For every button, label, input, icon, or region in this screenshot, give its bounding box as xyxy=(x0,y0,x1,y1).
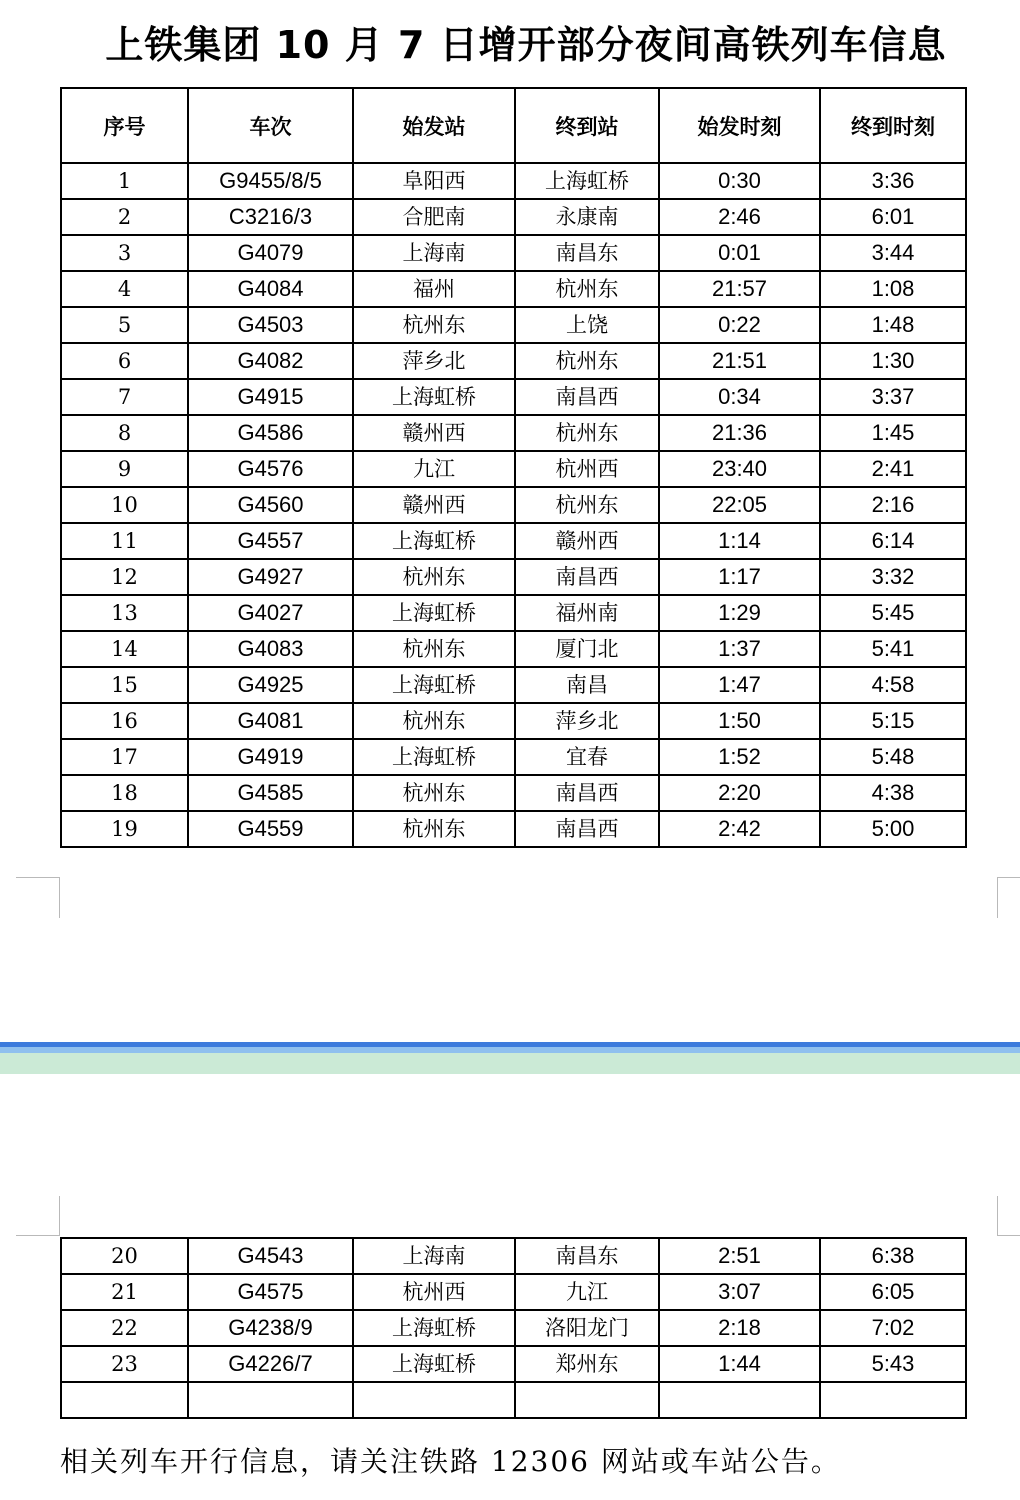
cell-destination: 南昌西 xyxy=(515,775,659,811)
cell-train: G4575 xyxy=(188,1274,353,1310)
table-body-page1 xyxy=(61,163,966,847)
table-row xyxy=(61,307,966,343)
table-header-row xyxy=(61,88,966,163)
cell-origin: 杭州东 xyxy=(353,631,515,667)
cell-arrive: 6:01 xyxy=(820,199,966,235)
header-arrive-time: 终到时刻 xyxy=(820,88,966,163)
cell-arrive xyxy=(820,1382,966,1418)
cell-index: 1 xyxy=(61,163,188,199)
cell-index: 23 xyxy=(61,1346,188,1382)
cell-origin: 上海虹桥 xyxy=(353,1346,515,1382)
cell-origin: 赣州西 xyxy=(353,415,515,451)
cell-destination: 杭州东 xyxy=(515,415,659,451)
cell-arrive: 4:38 xyxy=(820,775,966,811)
cell-origin: 萍乡北 xyxy=(353,343,515,379)
cell-depart: 1:44 xyxy=(659,1346,820,1382)
cell-depart: 0:01 xyxy=(659,235,820,271)
crop-mark xyxy=(59,877,60,918)
table-row xyxy=(61,739,966,775)
cell-depart: 21:36 xyxy=(659,415,820,451)
cell-arrive: 3:37 xyxy=(820,379,966,415)
cell-destination: 南昌 xyxy=(515,667,659,703)
cell-train: G4925 xyxy=(188,667,353,703)
cell-index: 19 xyxy=(61,811,188,847)
crop-mark xyxy=(16,1235,60,1236)
table-row xyxy=(61,703,966,739)
cell-origin: 杭州东 xyxy=(353,307,515,343)
cell-destination: 南昌西 xyxy=(515,559,659,595)
cell-index: 21 xyxy=(61,1274,188,1310)
cell-depart: 0:22 xyxy=(659,307,820,343)
cell-index: 5 xyxy=(61,307,188,343)
table-row xyxy=(61,775,966,811)
cell-index: 13 xyxy=(61,595,188,631)
cell-train: G4226/7 xyxy=(188,1346,353,1382)
table-row xyxy=(61,343,966,379)
cell-train: G4915 xyxy=(188,379,353,415)
cell-origin: 上海虹桥 xyxy=(353,595,515,631)
cell-arrive: 4:58 xyxy=(820,667,966,703)
cell-depart: 0:30 xyxy=(659,163,820,199)
header-origin: 始发站 xyxy=(353,88,515,163)
cell-index: 12 xyxy=(61,559,188,595)
footer-note: 相关列车开行信息，请关注铁路 12306 网站或车站公告。 xyxy=(60,1445,841,1478)
crop-mark xyxy=(16,877,60,878)
cell-index: 10 xyxy=(61,487,188,523)
page-separator xyxy=(0,1053,1020,1074)
table-row xyxy=(61,451,966,487)
cell-destination: 南昌东 xyxy=(515,235,659,271)
cell-arrive: 5:00 xyxy=(820,811,966,847)
cell-index: 2 xyxy=(61,199,188,235)
cell-depart: 1:17 xyxy=(659,559,820,595)
cell-depart: 2:20 xyxy=(659,775,820,811)
header-index: 序号 xyxy=(61,88,188,163)
cell-index: 8 xyxy=(61,415,188,451)
cell-depart: 21:51 xyxy=(659,343,820,379)
table-row xyxy=(61,1274,966,1310)
cell-origin: 福州 xyxy=(353,271,515,307)
cell-arrive: 5:48 xyxy=(820,739,966,775)
train-schedule-table-continued xyxy=(60,1237,967,1419)
cell-arrive: 6:05 xyxy=(820,1274,966,1310)
cell-arrive: 6:14 xyxy=(820,523,966,559)
cell-destination: 九江 xyxy=(515,1274,659,1310)
cell-destination: 南昌西 xyxy=(515,811,659,847)
table-row xyxy=(61,523,966,559)
cell-train: C3216/3 xyxy=(188,199,353,235)
cell-train: G4503 xyxy=(188,307,353,343)
cell-destination: 永康南 xyxy=(515,199,659,235)
table-row xyxy=(61,271,966,307)
table-row xyxy=(61,1346,966,1382)
cell-depart: 3:07 xyxy=(659,1274,820,1310)
cell-train: G4027 xyxy=(188,595,353,631)
page-title: 上铁集团 10 月 7 日增开部分夜间高铁列车信息 xyxy=(105,23,947,67)
cell-destination: 福州南 xyxy=(515,595,659,631)
cell-arrive: 5:43 xyxy=(820,1346,966,1382)
cell-arrive: 1:30 xyxy=(820,343,966,379)
cell-origin: 杭州东 xyxy=(353,703,515,739)
table-row xyxy=(61,559,966,595)
cell-train: G4557 xyxy=(188,523,353,559)
cell-depart: 2:51 xyxy=(659,1238,820,1274)
crop-mark xyxy=(997,877,998,918)
cell-train xyxy=(188,1382,353,1418)
header-destination: 终到站 xyxy=(515,88,659,163)
cell-origin: 杭州东 xyxy=(353,559,515,595)
cell-origin: 上海虹桥 xyxy=(353,739,515,775)
table-row xyxy=(61,235,966,271)
cell-train: G4927 xyxy=(188,559,353,595)
cell-depart: 1:29 xyxy=(659,595,820,631)
cell-train: G4083 xyxy=(188,631,353,667)
cell-depart: 2:42 xyxy=(659,811,820,847)
crop-mark xyxy=(997,1235,1020,1236)
table-row xyxy=(61,163,966,199)
cell-train: G4079 xyxy=(188,235,353,271)
table-row xyxy=(61,1310,966,1346)
cell-destination: 上饶 xyxy=(515,307,659,343)
cell-arrive: 1:48 xyxy=(820,307,966,343)
cell-origin xyxy=(353,1382,515,1418)
cell-arrive: 7:02 xyxy=(820,1310,966,1346)
table-row xyxy=(61,811,966,847)
cell-destination: 南昌东 xyxy=(515,1238,659,1274)
cell-train: G4082 xyxy=(188,343,353,379)
cell-train: G4084 xyxy=(188,271,353,307)
cell-train: G4081 xyxy=(188,703,353,739)
cell-depart: 22:05 xyxy=(659,487,820,523)
table-row xyxy=(61,379,966,415)
cell-origin: 杭州东 xyxy=(353,775,515,811)
cell-origin: 上海虹桥 xyxy=(353,379,515,415)
cell-index: 16 xyxy=(61,703,188,739)
cell-arrive: 3:32 xyxy=(820,559,966,595)
cell-depart: 1:47 xyxy=(659,667,820,703)
train-schedule-table xyxy=(60,87,967,848)
cell-origin: 上海南 xyxy=(353,235,515,271)
cell-origin: 上海虹桥 xyxy=(353,667,515,703)
table-body-page2 xyxy=(61,1238,966,1418)
cell-origin: 上海南 xyxy=(353,1238,515,1274)
table-row xyxy=(61,667,966,703)
cell-index: 9 xyxy=(61,451,188,487)
cell-destination: 杭州东 xyxy=(515,487,659,523)
cell-index: 14 xyxy=(61,631,188,667)
cell-arrive: 6:38 xyxy=(820,1238,966,1274)
cell-destination: 杭州东 xyxy=(515,343,659,379)
cell-depart: 1:52 xyxy=(659,739,820,775)
cell-arrive: 5:15 xyxy=(820,703,966,739)
table-row xyxy=(61,487,966,523)
cell-origin: 上海虹桥 xyxy=(353,523,515,559)
cell-arrive: 5:41 xyxy=(820,631,966,667)
cell-origin: 合肥南 xyxy=(353,199,515,235)
cell-index: 4 xyxy=(61,271,188,307)
cell-train: G4585 xyxy=(188,775,353,811)
cell-index: 7 xyxy=(61,379,188,415)
crop-mark xyxy=(997,1196,998,1236)
cell-index: 18 xyxy=(61,775,188,811)
cell-index: 3 xyxy=(61,235,188,271)
cell-index xyxy=(61,1382,188,1418)
table-row xyxy=(61,199,966,235)
cell-index: 6 xyxy=(61,343,188,379)
cell-depart: 1:14 xyxy=(659,523,820,559)
cell-train: G4919 xyxy=(188,739,353,775)
cell-index: 17 xyxy=(61,739,188,775)
cell-depart: 1:50 xyxy=(659,703,820,739)
cell-depart: 23:40 xyxy=(659,451,820,487)
cell-depart: 1:37 xyxy=(659,631,820,667)
cell-depart: 2:46 xyxy=(659,199,820,235)
cell-destination: 洛阳龙门 xyxy=(515,1310,659,1346)
cell-train: G4576 xyxy=(188,451,353,487)
cell-arrive: 5:45 xyxy=(820,595,966,631)
cell-index: 22 xyxy=(61,1310,188,1346)
cell-train: G4543 xyxy=(188,1238,353,1274)
cell-arrive: 3:44 xyxy=(820,235,966,271)
header-train: 车次 xyxy=(188,88,353,163)
cell-arrive: 1:08 xyxy=(820,271,966,307)
cell-index: 15 xyxy=(61,667,188,703)
crop-mark xyxy=(997,877,1020,878)
cell-arrive: 3:36 xyxy=(820,163,966,199)
cell-origin: 赣州西 xyxy=(353,487,515,523)
cell-train: G4238/9 xyxy=(188,1310,353,1346)
cell-destination: 杭州西 xyxy=(515,451,659,487)
cell-origin: 杭州东 xyxy=(353,811,515,847)
cell-origin: 杭州西 xyxy=(353,1274,515,1310)
cell-depart xyxy=(659,1382,820,1418)
cell-destination: 宜春 xyxy=(515,739,659,775)
cell-train: G4586 xyxy=(188,415,353,451)
table-row xyxy=(61,1238,966,1274)
cell-train: G9455/8/5 xyxy=(188,163,353,199)
table-row xyxy=(61,1382,966,1418)
cell-destination: 赣州西 xyxy=(515,523,659,559)
table-row xyxy=(61,415,966,451)
header-depart-time: 始发时刻 xyxy=(659,88,820,163)
cell-arrive: 2:41 xyxy=(820,451,966,487)
cell-arrive: 2:16 xyxy=(820,487,966,523)
cell-destination: 南昌西 xyxy=(515,379,659,415)
cell-depart: 21:57 xyxy=(659,271,820,307)
cell-origin: 上海虹桥 xyxy=(353,1310,515,1346)
table-row xyxy=(61,631,966,667)
cell-origin: 阜阳西 xyxy=(353,163,515,199)
cell-destination: 厦门北 xyxy=(515,631,659,667)
cell-destination: 上海虹桥 xyxy=(515,163,659,199)
cell-destination xyxy=(515,1382,659,1418)
cell-index: 20 xyxy=(61,1238,188,1274)
cell-depart: 0:34 xyxy=(659,379,820,415)
cell-train: G4560 xyxy=(188,487,353,523)
table-row xyxy=(61,595,966,631)
cell-depart: 2:18 xyxy=(659,1310,820,1346)
cell-destination: 郑州东 xyxy=(515,1346,659,1382)
cell-destination: 杭州东 xyxy=(515,271,659,307)
cell-arrive: 1:45 xyxy=(820,415,966,451)
cell-train: G4559 xyxy=(188,811,353,847)
cell-destination: 萍乡北 xyxy=(515,703,659,739)
crop-mark xyxy=(59,1196,60,1236)
cell-origin: 九江 xyxy=(353,451,515,487)
cell-index: 11 xyxy=(61,523,188,559)
